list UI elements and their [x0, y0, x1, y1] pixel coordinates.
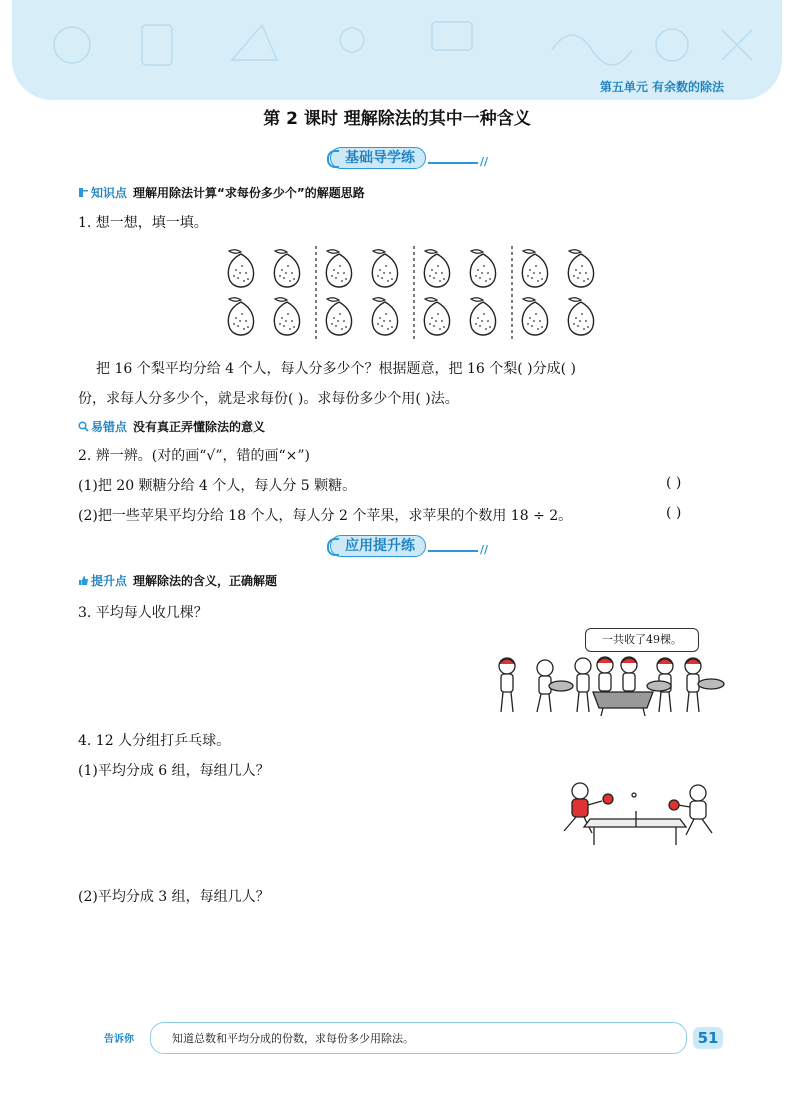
banner-line: [428, 162, 478, 164]
decorative-doodles-icon: [32, 10, 772, 80]
pear-group-4: [522, 250, 593, 335]
page-number: 51: [693, 1027, 723, 1049]
question-2-item-2: (2)把一些苹果平均分给 18 个人，每人分 2 个苹果，求苹果的个数用 18 ÷ 2。: [78, 508, 573, 524]
pencil-icon: [78, 187, 89, 198]
improve-text: 理解除法的含义，正确解题: [133, 574, 278, 588]
question-4-title: 4. 12 人分组打乒乓球。: [78, 733, 231, 749]
banner-slash-icon: //: [480, 542, 489, 556]
unit-label: 第五单元 有余数的除法: [599, 80, 724, 94]
ping-pong-illustration: [550, 775, 725, 847]
tell-you-badge: 告诉你: [104, 1034, 134, 1045]
pears-illustration: [222, 246, 606, 346]
section-banner-basic: [330, 146, 488, 170]
section-title-applied: 应用提升练: [330, 535, 426, 557]
section-title-basic: 基础导学练: [330, 147, 426, 169]
question-1-line-1: 把 16 个梨平均分给 4 个人，每人分多少个？根据题意，把 16 个梨( )分成( ): [96, 361, 576, 377]
answer-paren-2-1[interactable]: ( ): [666, 475, 682, 491]
knowledge-text: 理解用除法计算“求每份多少个”的解题思路: [133, 186, 365, 200]
question-2-title: 2. 辨一辨。(对的画“√”，错的画“×”): [78, 448, 311, 464]
pear-group-1: [228, 250, 299, 335]
pear-group-2: [326, 250, 397, 335]
improve-tag: 提升点: [91, 574, 128, 588]
thumbs-up-icon: [78, 575, 89, 586]
error-text: 没有真正弄懂除法的意义: [133, 420, 266, 434]
error-tag: 易错点: [91, 420, 128, 434]
question-4-item-1: (1)平均分成 6 组，每组几人？: [78, 763, 270, 779]
improve-point-row: [78, 572, 277, 589]
lesson-title: 第 2 课时 理解除法的其中一种含义: [263, 109, 531, 129]
question-2-item-1: (1)把 20 颗糖分给 4 个人，每人分 5 颗糖。: [78, 478, 357, 494]
question-3-title: 3. 平均每人收几棵？: [78, 605, 208, 621]
error-point-row: [78, 418, 265, 435]
pear-grid: [222, 246, 606, 346]
answer-paren-2-2[interactable]: ( ): [666, 505, 682, 521]
speech-bubble: 一共收了49棵。: [585, 628, 699, 652]
banner-line: [428, 550, 478, 552]
question-4-item-2: (2)平均分成 3 组，每组几人？: [78, 889, 270, 905]
pear-group-3: [424, 250, 495, 335]
magnifier-icon: [78, 421, 89, 432]
section-banner-applied: [330, 534, 488, 558]
question-1-line-2: 份，求每人分多少个，就是求每份( )。求每份多少个用( )法。: [78, 391, 459, 407]
child-figure: [499, 658, 515, 712]
banner-slash-icon: //: [480, 154, 489, 168]
children-harvest-illustration: [493, 650, 728, 718]
footer-tip-text: 知道总数和平均分成的份数，求每份多少用除法。: [172, 1032, 414, 1045]
question-1-title: 1. 想一想，填一填。: [78, 215, 208, 231]
knowledge-tag: 知识点: [91, 186, 128, 200]
knowledge-point-row: [78, 184, 365, 201]
